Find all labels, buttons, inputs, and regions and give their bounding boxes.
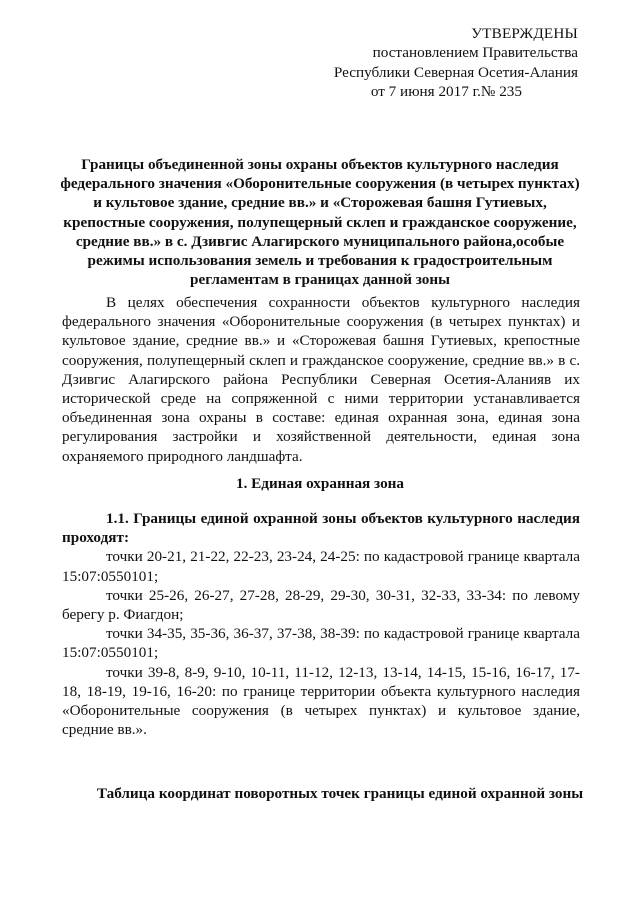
approval-line-republic: Республики Северная Осетия-Алания bbox=[333, 63, 578, 81]
boundary-point-line: точки 20-21, 21-22, 22-23, 23-24, 24-25: по кадастровой границе квартала 15:07:0550101; bbox=[62, 548, 580, 585]
boundary-point-line: точки 25-26, 26-27, 27-28, 28-29, 29-30, 30-31, 32-33, 33-34: по левому берегу р. Фиагдон; bbox=[62, 586, 580, 624]
intro-paragraph: В целях обеспечения сохранности объектов культурного наследия федерального значения «Оборонительные сооружения (в четырех пунктах) и культовое здание, средние вв.» и «Сторожевая башня Гутиевых, крепостные сооружения, полупещерный склеп и гражданское сооружение, средние вв.» в с. Дзивгис Алагирского района Республики Северная Осетия-Аланияв их исторической среде на сопряженной с ними территории устанавливается объединенная зона охраны в составе: единая охранная зона, единая зона регулирования застройки и хозяйственной деятельности, единая зона охраняемого природного ландшафта. bbox=[62, 294, 580, 465]
document-title: Границы объединенной зоны охраны объектов культурного наследия федерального значения «Оборонительные сооружения (в четырех пунктах) и культовое здание, средние вв.» и «Сторожевая башня Гутиевых, крепостные сооружения, полупещерный склеп и гражданское сооружение, средние вв.» в с. Дзивгис Алагирского муниципального района,особые режимы использования земель и требования к градостроительным регламентам в границах данной зоны bbox=[60, 156, 580, 289]
table-heading: Таблица координат поворотных точек границы единой охранной зоны bbox=[96, 785, 584, 802]
boundary-point-line: точки 34-35, 35-36, 36-37, 37-38, 38-39: по кадастровой границе квартала 15:07:0550101; bbox=[62, 625, 580, 662]
boundary-point-line: точки 39-8, 8-9, 9-10, 10-11, 11-12, 12-13, 13-14, 14-15, 15-16, 16-17, 17-18, 18-19, 19-16, 16-20: по границе территории объекта культурного наследия «Оборонительные сооружения (в четырех пунктах) и культовое здание, средние вв.». bbox=[62, 663, 580, 739]
subsection-boundaries bbox=[62, 509, 580, 739]
approval-line-approved: УТВЕРЖДЕНЫ bbox=[471, 25, 578, 42]
approval-stamp bbox=[334, 24, 578, 102]
approval-line-date: от 7 июня 2017 г.№ 235 bbox=[370, 83, 522, 101]
approval-line-resolution: постановлением Правительства bbox=[372, 44, 578, 62]
subsection-heading: 1.1. Границы единой охранной зоны объектов культурного наследия проходят: bbox=[62, 510, 580, 547]
section-heading: 1. Единая охранная зона bbox=[235, 475, 405, 492]
